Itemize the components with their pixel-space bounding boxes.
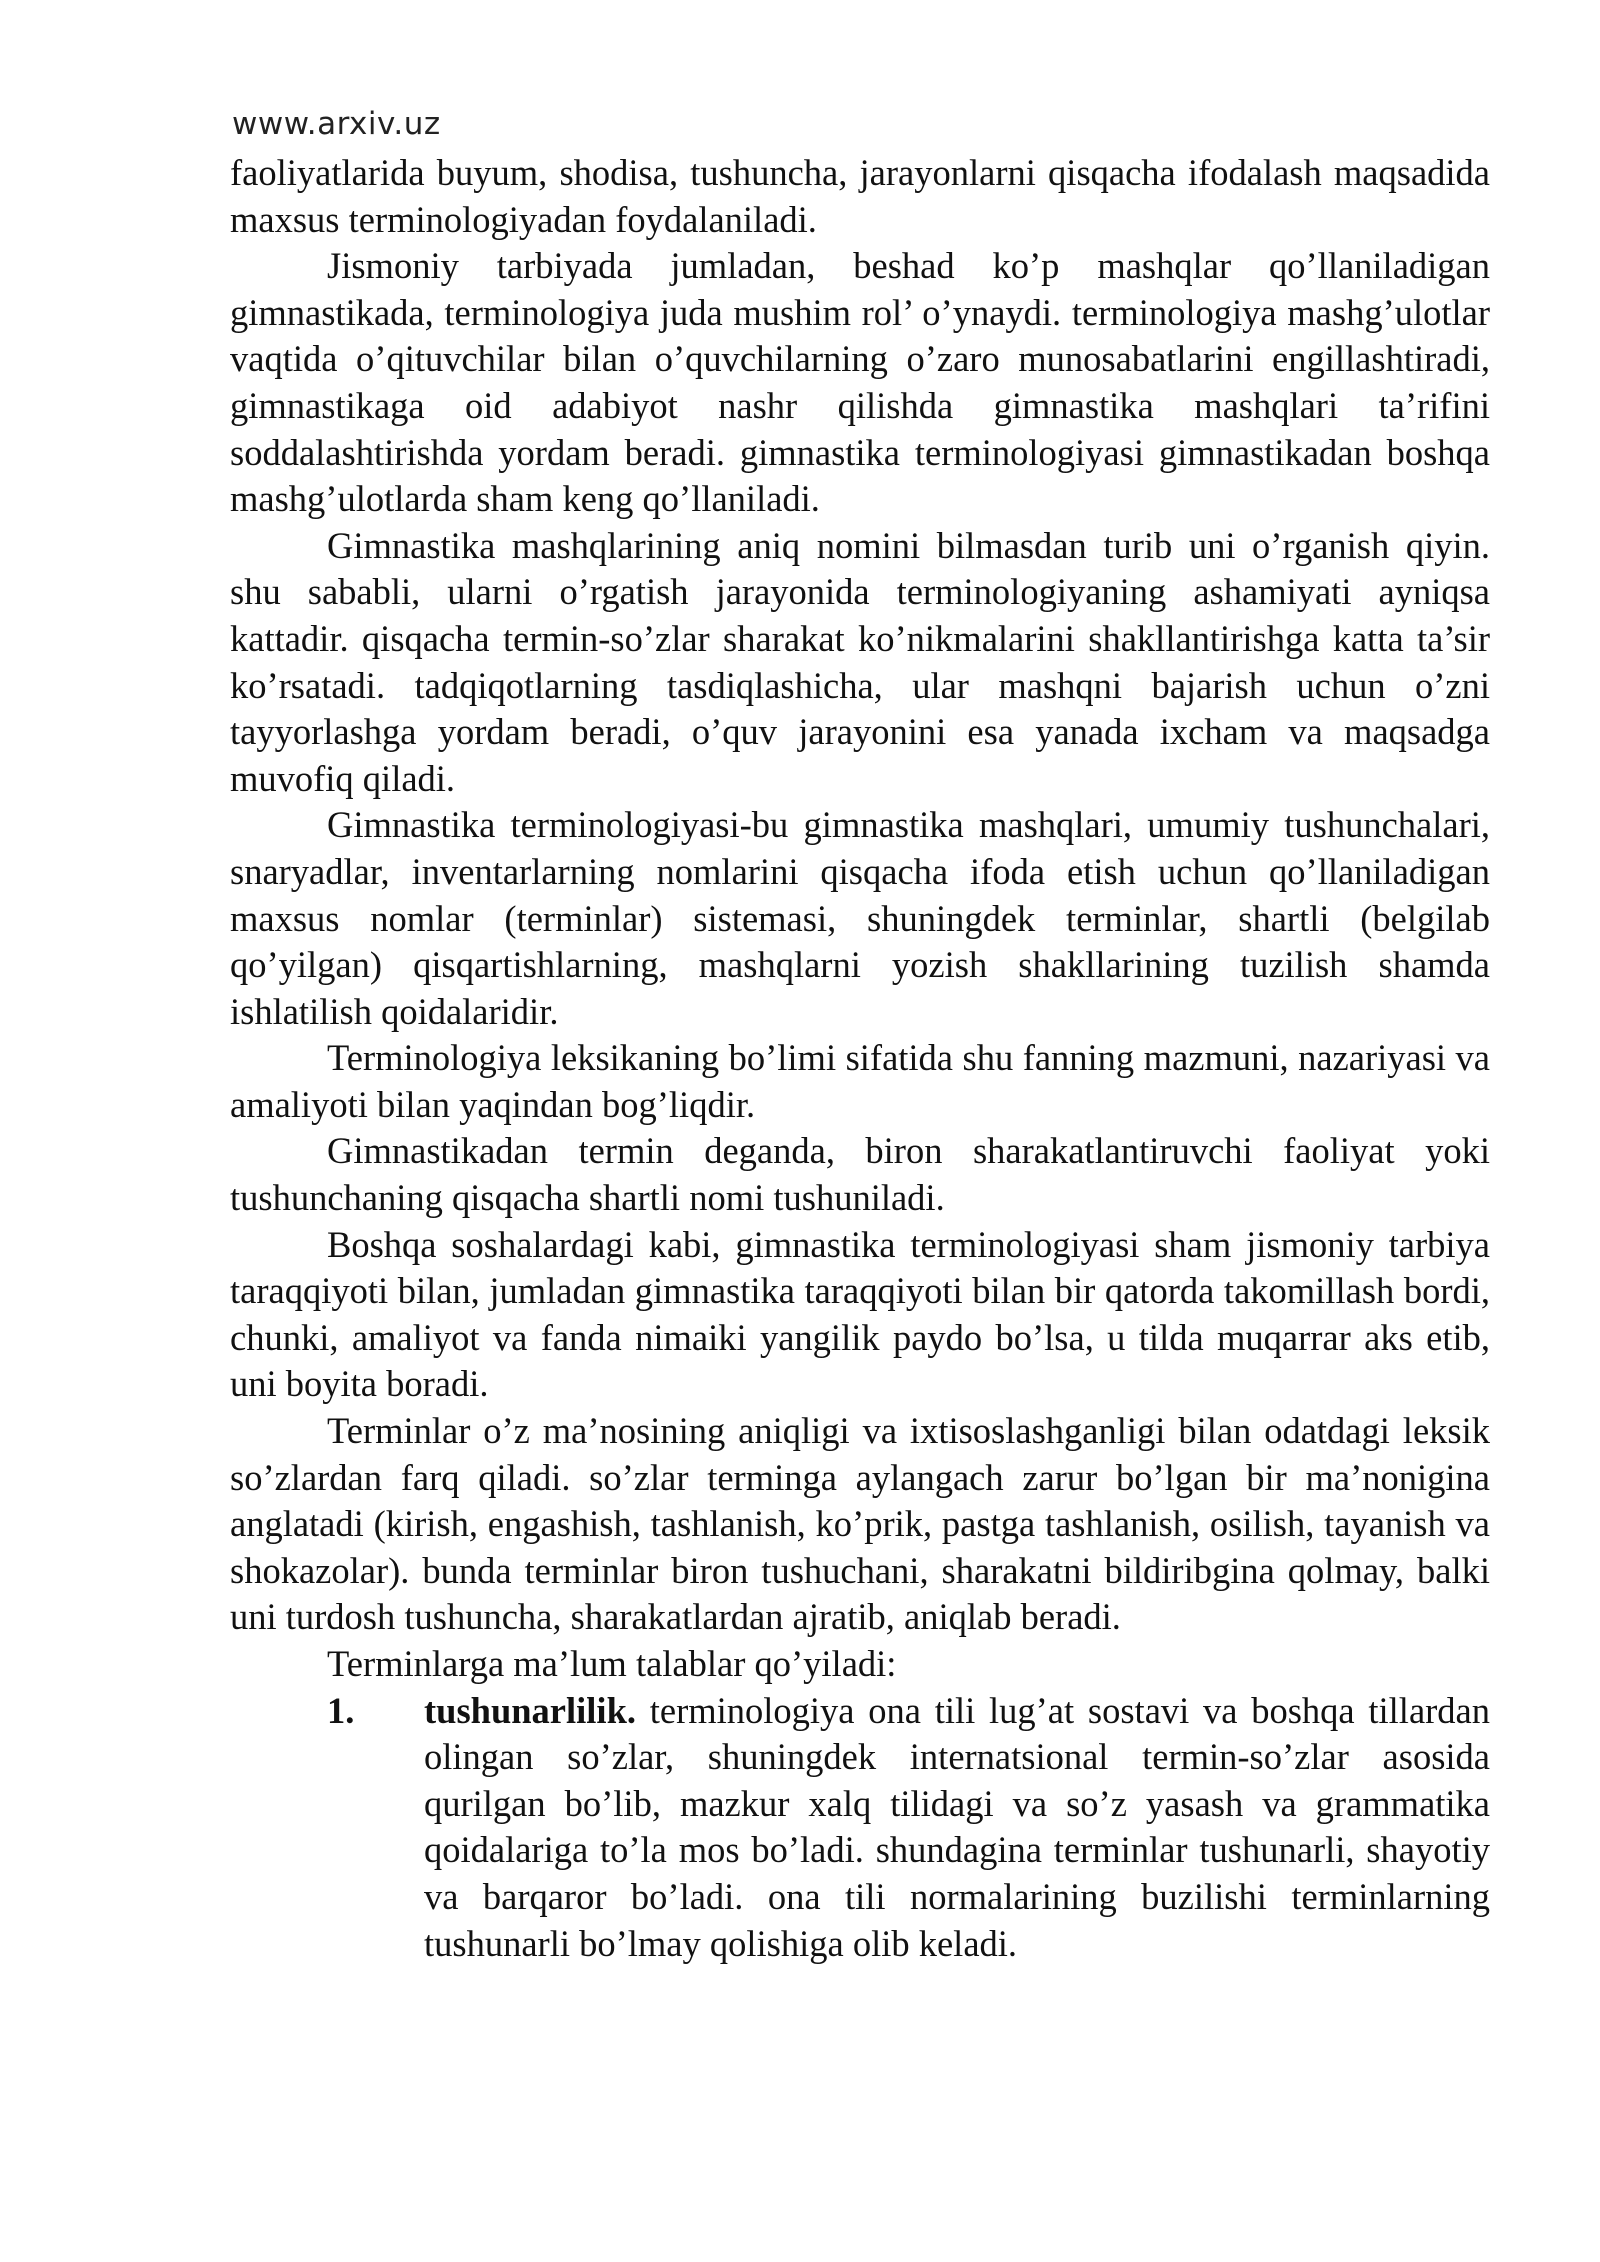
paragraph: Boshqa soshalardagi kabi, gimnastika terminologiyasi sham jismoniy tarbiya taraqqiyoti bilan, jumladan gimnastika taraqqiyoti bilan bir qatorda takomillash bordi, chunki, amaliyot va fanda nimaiki yangilik paydo bo’lsa, u tilda muqarrar aks etib, uni boyita boradi. — [230, 1223, 1490, 1405]
paragraph: Terminlar o’z ma’nosining aniqligi va ixtisoslashganligi bilan odatdagi leksik so’zlardan farq qiladi. so’zlar terminga aylangach zarur bo’lgan bir ma’nonigina anglatadi (kirish, engashish, tashlanish, ko’prik, pastga tashlanish, osilish, tayanish va shokazolar). bunda terminlar biron tushuchani, sharakatni bildiribgina qolmay, balki uni turdosh tushuncha, sharakatlardan ajratib, aniqlab beradi. — [230, 1410, 1490, 1638]
paragraph: Terminlarga ma’lum talablar qo’yiladi: — [327, 1643, 897, 1684]
list-item — [230, 1688, 1490, 1968]
list-item-text: terminologiya ona tili lug’at sostavi va boshqa tillardan olingan so’zlar, shuningdek internatsional termin-so’zlar asosida qurilgan bo’lib, mazkur xalq tilidagi va so’z yasash va grammatika qoidalariga to’la mos bo’ladi. shundagina terminlar tushunarli, shayotiy va barqaror bo’ladi. ona tili normalarining buzilishi terminlarning tushunarli bo’lmay qolishiga olib keladi. — [424, 1689, 1490, 1964]
document-body — [230, 150, 1490, 1967]
list-item-number: 1. — [327, 1689, 355, 1731]
paragraph: faoliyatlarida buyum, shodisa, tushuncha, jarayonlarni qisqacha ifodalash maqsadida maxsus terminologiyadan foydalaniladi. — [230, 152, 1490, 240]
paragraph: Terminologiya leksikaning bo’limi sifatida shu fanning mazmuni, nazariyasi va amaliyoti bilan yaqindan bog’liqdir. — [230, 1037, 1490, 1125]
paragraph: Gimnastikadan termin deganda, biron sharakatlantiruvchi faoliyat yoki tushunchaning qisqacha shartli nomi tushuniladi. — [230, 1130, 1490, 1219]
paragraph: Jismoniy tarbiyada jumladan, beshad ko’p mashqlar qo’llaniladigan gimnastikada, terminologiya juda mushim rol’ o’ynaydi. terminologiya mashg’ulotlar vaqtida o’qituvchilar bilan o’quvchilarning o’zaro munosabatlarini engillashtiradi, gimnastikaga oid adabiyot nashr qilishda gimnastika mashqlari ta’rifini soddalashtirishda yordam beradi. gimnastika terminologiyasi gimnastikadan boshqa mashg’ulotlarda sham keng qo’llaniladi. — [230, 245, 1490, 520]
site-header: www.arxiv.uz — [232, 106, 441, 142]
list-item-body — [424, 1690, 1490, 1964]
paragraph: Gimnastika mashqlarining aniq nomini bilmasdan turib uni o’rganish qiyin. shu sababli, ularni o’rgatish jarayonida terminologiyaning ashamiyati ayniqsa kattadir. qisqacha termin-so’zlar sharakat ko’nikmalarini shakllantirishga katta ta’sir ko’rsatadi. tadqiqotlarning tasdiqlashicha, ular mashqni bajarish uchun o’zni tayyorlashga yordam beradi, o’quv jarayonini esa yanada ixcham va maqsadga muvofiq qiladi. — [230, 524, 1490, 799]
requirements-list — [230, 1688, 1490, 1968]
list-item-term: tushunarlilik. — [424, 1689, 636, 1731]
paragraph: Gimnastika terminologiyasi-bu gimnastika mashqlari, umumiy tushunchalari, snaryadlar, inventarlarning nomlarini qisqacha ifoda etish uchun qo’llaniladigan maxsus nomlar (terminlar) sistemasi, shuningdek terminlar, shartli (belgilab qo’yilgan) qisqartishlarning, mashqlarni yozish shakllarining tuzilish shamda ishlatilish qoidalaridir. — [230, 804, 1490, 1032]
